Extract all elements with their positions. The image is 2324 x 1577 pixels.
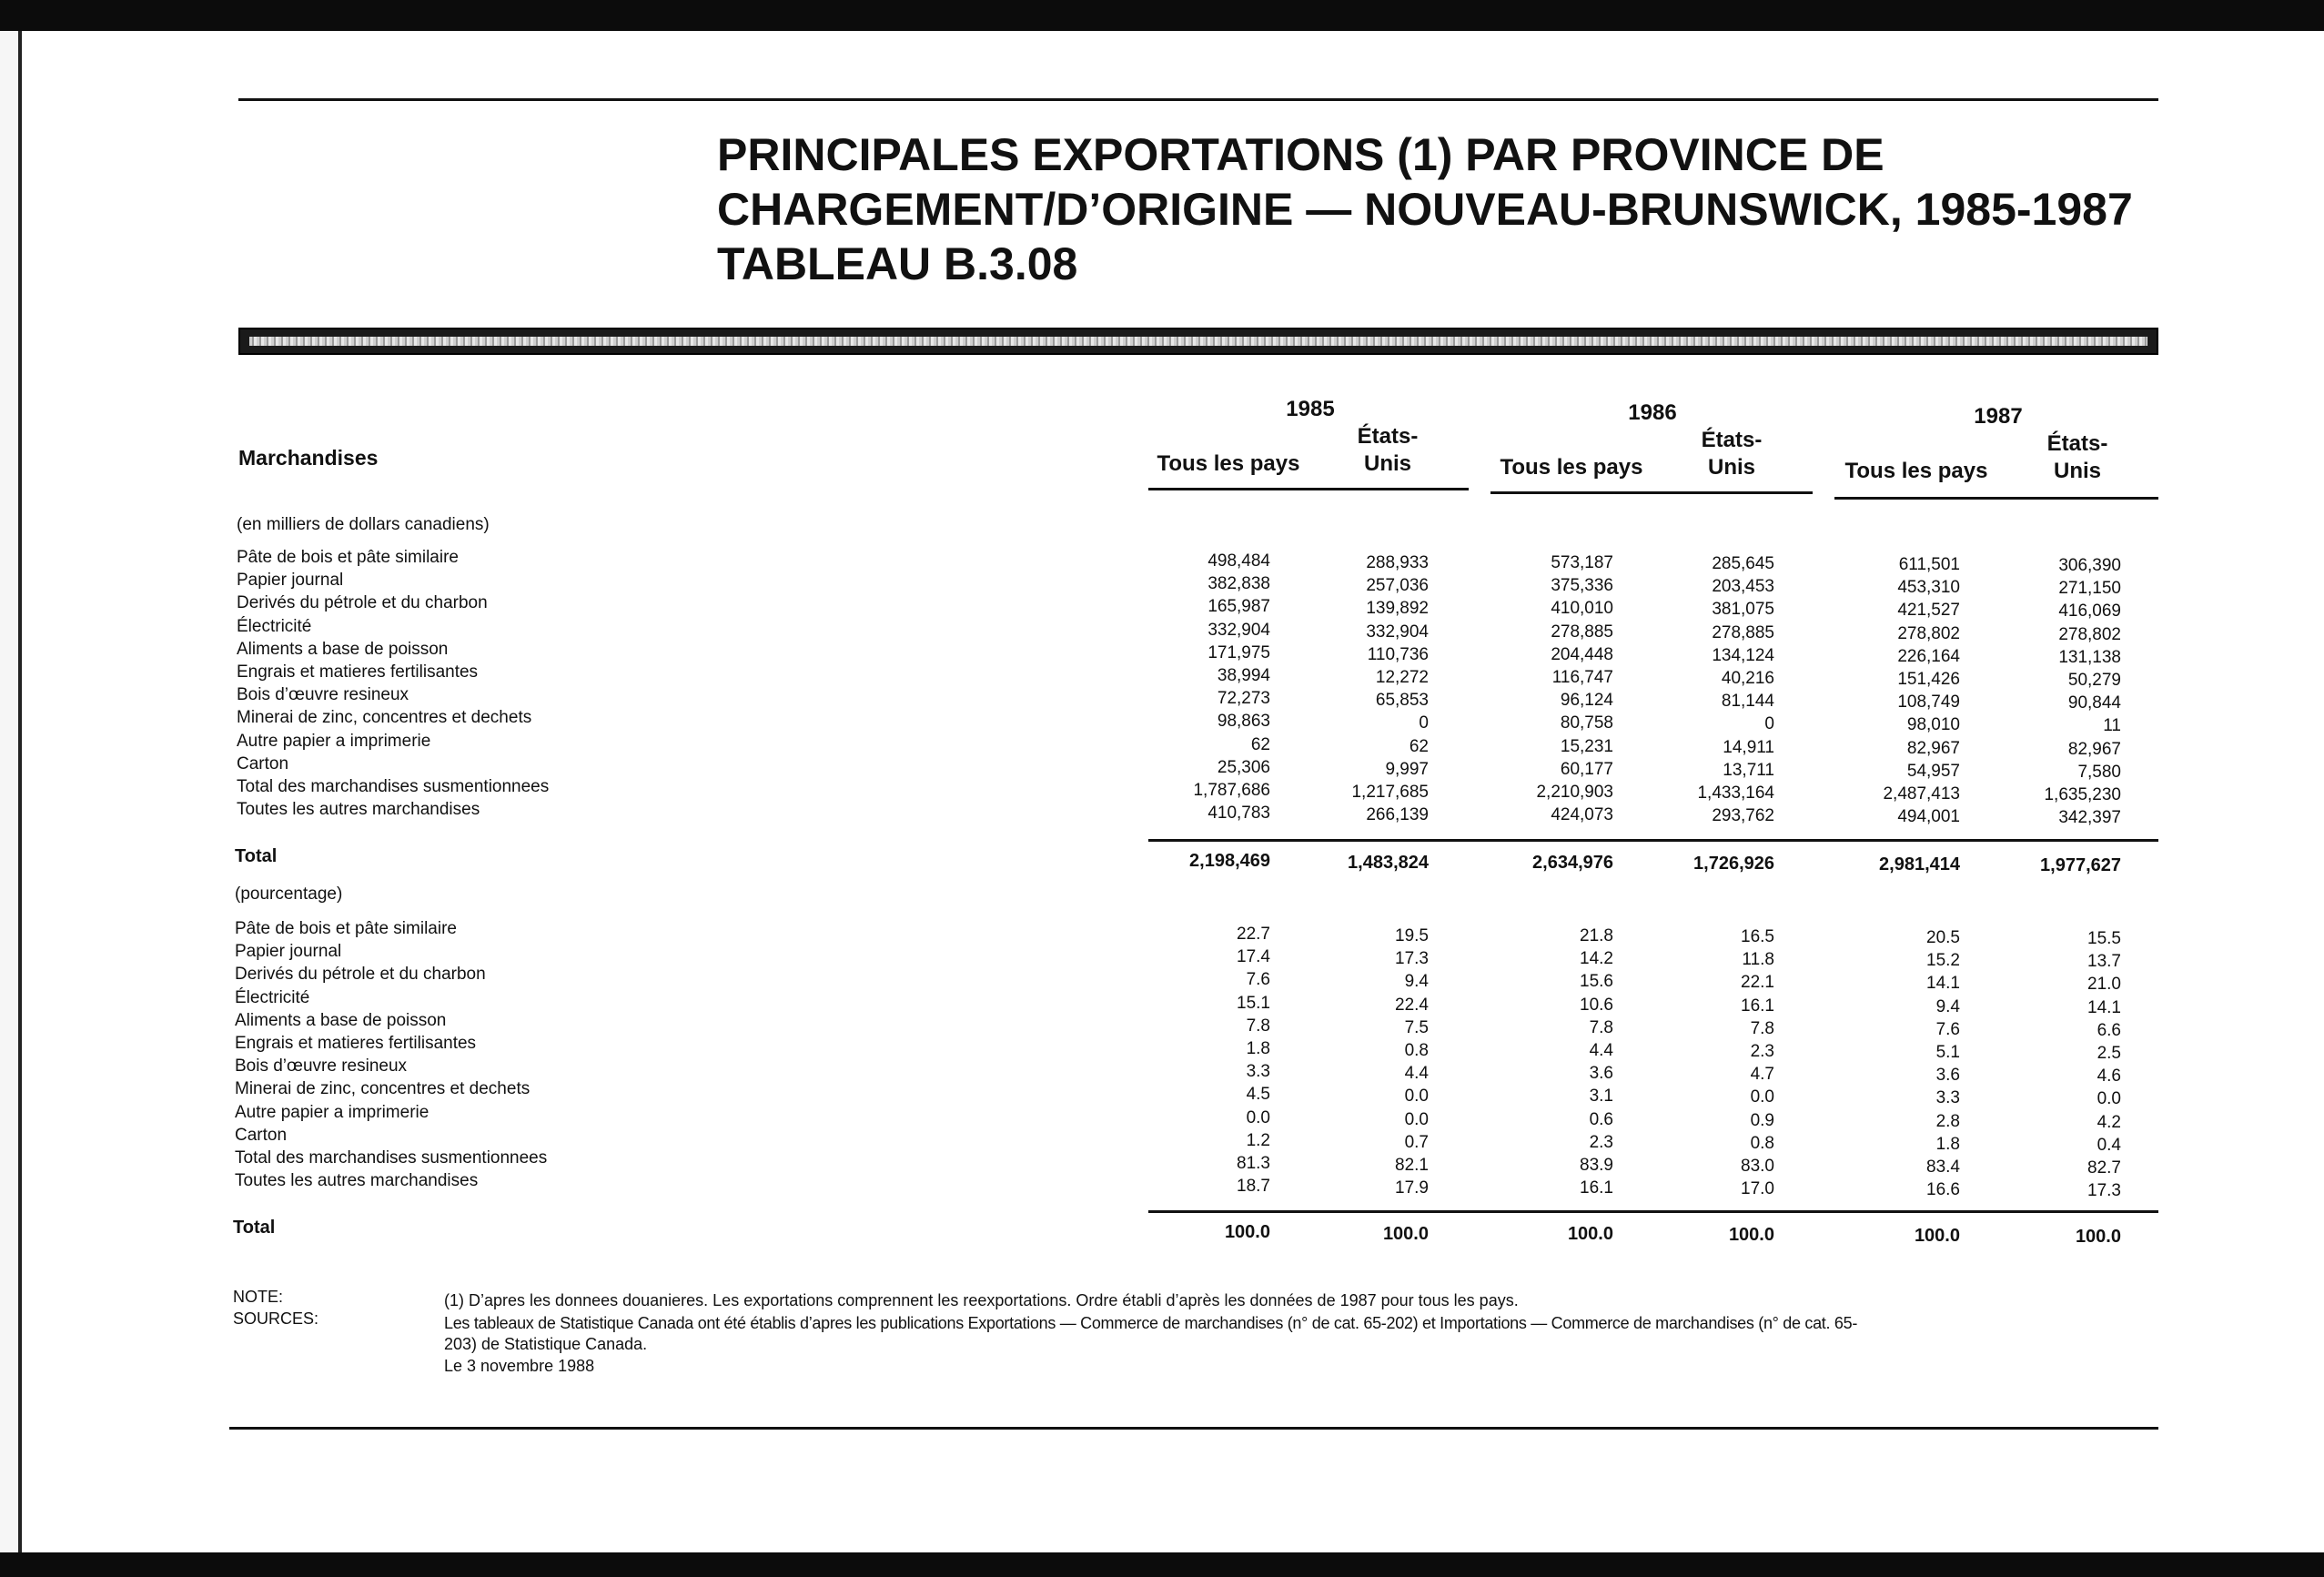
col-all-1985: Tous les pays [1157, 451, 1300, 476]
cell-percentage: 4.4 [1589, 1041, 1613, 1060]
cell-percentage: 22.7 [1237, 925, 1270, 944]
cell-percentage: 9.4 [1404, 972, 1429, 992]
row-label: Autre papier a imprimerie [237, 731, 431, 751]
cell-percentage: 18.7 [1237, 1177, 1270, 1197]
cell-value: 381,075 [1712, 600, 1774, 620]
total-value: 2,981,414 [1879, 854, 1960, 874]
cell-value: 72,273 [1217, 689, 1270, 709]
row-label: Minerai de zinc, concentres et dechets [235, 1079, 530, 1099]
row-label: Pâte de bois et pâte similaire [235, 919, 457, 938]
row-label: Autre papier a imprimerie [235, 1102, 429, 1122]
cell-percentage: 0.4 [2097, 1135, 2121, 1155]
cell-percentage: 4.7 [1750, 1065, 1774, 1085]
cell-percentage: 4.4 [1404, 1064, 1429, 1084]
cell-percentage: 9.4 [1935, 996, 1960, 1016]
cell-value: 266,139 [1366, 805, 1429, 825]
total-percentage: 100.0 [1224, 1222, 1270, 1242]
cell-value: 573,187 [1551, 553, 1613, 572]
cell-value: 306,390 [2058, 556, 2121, 575]
header-underline-1987 [1834, 497, 2158, 500]
cell-percentage: 11.8 [1742, 950, 1774, 970]
cell-percentage: 5.1 [1935, 1043, 1960, 1062]
cell-value: 165,987 [1207, 597, 1270, 617]
note-text: (1) D’apres les donnees douanieres. Les exportations comprennent les reexportations. Ordre établi d’après les données de 1987 pour tous les pays. [444, 1291, 1519, 1309]
cell-percentage: 14.1 [1926, 974, 1960, 994]
cell-percentage: 22.4 [1395, 995, 1429, 1015]
cell-percentage: 13.7 [2087, 952, 2121, 972]
cell-percentage: 21.0 [2087, 975, 2121, 995]
cell-percentage: 17.9 [1395, 1178, 1429, 1198]
col-us-1986-line1: États- [1701, 428, 1763, 452]
header-underline-1985 [1148, 488, 1469, 490]
cell-value: 2,210,903 [1536, 783, 1613, 802]
cell-value: 288,933 [1366, 553, 1429, 572]
cell-value: 203,453 [1712, 577, 1774, 597]
col-us-1987-line1: États- [2046, 431, 2108, 456]
cell-percentage: 0.8 [1750, 1133, 1774, 1153]
cell-percentage: 19.5 [1395, 926, 1429, 945]
cell-value: 342,397 [2058, 808, 2121, 828]
cell-value: 0 [1419, 713, 1429, 733]
row-label: Total des marchandises susmentionnees [237, 777, 550, 796]
cell-value: 293,762 [1712, 806, 1774, 826]
cell-value: 226,164 [1897, 646, 1960, 666]
title-line-3: TABLEAU B.3.08 [717, 238, 1078, 289]
cell-percentage: 15.2 [1926, 951, 1960, 971]
cell-value: 1,787,686 [1193, 781, 1270, 800]
decorative-hatched-bar [238, 328, 2158, 355]
cell-value: 611,501 [1898, 555, 1960, 574]
row-label: Derivés du pétrole et du charbon [235, 965, 486, 985]
total-label-dollars: Total [235, 846, 278, 866]
total-value: 2,634,976 [1532, 853, 1613, 873]
row-label: Derivés du pétrole et du charbon [237, 593, 488, 613]
cell-value: 80,758 [1560, 713, 1613, 733]
total-value: 1,726,926 [1693, 854, 1774, 874]
cell-percentage: 20.5 [1926, 928, 1960, 947]
cell-percentage: 0.0 [1404, 1087, 1429, 1107]
total-percentage: 100.0 [1567, 1224, 1613, 1244]
footer-date: Le 3 novembre 1988 [444, 1357, 595, 1375]
cell-value: 98,010 [1906, 715, 1960, 735]
cell-percentage: 17.4 [1237, 947, 1270, 967]
cell-percentage: 0.9 [1750, 1110, 1774, 1130]
section-note-dollars: (en milliers de dollars canadiens) [237, 515, 490, 534]
cell-value: 116,747 [1551, 668, 1613, 687]
cell-percentage: 83.0 [1741, 1157, 1774, 1176]
title-line-2: CHARGEMENT/D’ORIGINE — NOUVEAU-BRUNSWICK, 1985-1987 [717, 184, 2133, 235]
header-underline-1986 [1490, 491, 1813, 494]
row-label: Bois d’œuvre resineux [235, 1056, 408, 1077]
cell-percentage: 2.8 [1935, 1111, 1960, 1131]
row-label: Carton [235, 1125, 288, 1145]
cell-percentage: 16.6 [1926, 1180, 1960, 1200]
cell-percentage: 0.0 [2097, 1089, 2121, 1109]
cell-value: 62 [1409, 736, 1429, 756]
row-label: Total des marchandises susmentionnees [235, 1148, 548, 1168]
cell-value: 257,036 [1366, 576, 1429, 596]
total-label-percentage: Total [233, 1218, 276, 1238]
row-label: Électricité [237, 616, 312, 636]
cell-value: 332,904 [1366, 622, 1429, 642]
cell-value: 1,433,164 [1697, 783, 1774, 803]
cell-percentage: 3.3 [1935, 1088, 1960, 1108]
cell-percentage: 2.5 [2097, 1044, 2121, 1063]
cell-value: 54,957 [1906, 761, 1960, 781]
row-label: Pâte de bois et pâte similaire [237, 548, 459, 567]
top-rule [238, 98, 2158, 101]
col-all-1987: Tous les pays [1844, 459, 1988, 483]
cell-percentage: 0.0 [1246, 1107, 1270, 1127]
cell-value: 9,997 [1385, 759, 1429, 779]
row-label: Papier journal [235, 942, 342, 962]
scan-border-left [0, 31, 24, 1552]
cell-value: 7,580 [2077, 762, 2121, 782]
cell-value: 81,144 [1721, 692, 1774, 712]
cell-value: 11 [2103, 716, 2121, 736]
row-label: Aliments a base de poisson [237, 639, 449, 659]
row-label: Toutes les autres marchandises [235, 1171, 479, 1191]
total-rule-percentage [1148, 1210, 2158, 1213]
cell-percentage: 0.7 [1404, 1132, 1429, 1152]
cell-percentage: 6.6 [2097, 1020, 2121, 1040]
cell-value: 278,802 [2058, 624, 2121, 644]
cell-percentage: 1.8 [1935, 1134, 1960, 1154]
note-label: NOTE: [233, 1288, 284, 1306]
row-label: Minerai de zinc, concentres et dechets [237, 708, 532, 728]
total-percentage: 100.0 [1382, 1224, 1429, 1244]
cell-value: 96,124 [1560, 691, 1613, 711]
sources-line-1: Les tableaux de Statistique Canada ont été établis d’apres les publications Exportations — Commerce de marchandises (n° de cat. 65-202) et Importations — Commerce de marchandises (n° de cat. 65- [444, 1314, 1858, 1332]
cell-percentage: 0.6 [1589, 1109, 1613, 1129]
cell-percentage: 16.1 [1580, 1178, 1613, 1198]
cell-value: 50,279 [2067, 671, 2121, 690]
cell-percentage: 7.6 [1246, 970, 1270, 990]
cell-percentage: 7.8 [1246, 1016, 1270, 1036]
year-1987: 1987 [1974, 404, 2023, 429]
cell-percentage: 4.5 [1246, 1085, 1270, 1105]
row-label: Engrais et matieres fertilisantes [237, 662, 479, 682]
cell-percentage: 0.0 [1750, 1087, 1774, 1107]
cell-value: 416,069 [2058, 601, 2121, 622]
total-value: 2,198,469 [1189, 851, 1270, 871]
cell-value: 375,336 [1551, 576, 1613, 596]
cell-percentage: 7.8 [1589, 1017, 1613, 1037]
cell-value: 410,010 [1551, 599, 1613, 619]
cell-percentage: 15.5 [2087, 929, 2121, 948]
cell-percentage: 7.8 [1750, 1018, 1774, 1038]
cell-value: 25,306 [1217, 757, 1270, 777]
cell-percentage: 17.0 [1741, 1179, 1774, 1199]
section-note-percentage: (pourcentage) [235, 885, 343, 904]
cell-value: 12,272 [1375, 668, 1429, 687]
cell-value: 13,711 [1723, 760, 1774, 780]
cell-percentage: 4.2 [2097, 1112, 2121, 1132]
scan-border-bottom [0, 1552, 2324, 1577]
cell-value: 494,001 [1897, 807, 1960, 827]
cell-percentage: 3.6 [1935, 1066, 1960, 1086]
scan-border-top [0, 0, 2324, 31]
cell-percentage: 83.4 [1926, 1157, 1960, 1177]
cell-percentage: 16.1 [1741, 996, 1774, 1016]
cell-value: 2,487,413 [1883, 784, 1960, 804]
row-label: Papier journal [237, 571, 344, 591]
cell-value: 40,216 [1721, 669, 1774, 688]
cell-value: 15,231 [1560, 736, 1613, 756]
cell-percentage: 1.8 [1246, 1039, 1270, 1058]
cell-value: 204,448 [1551, 644, 1613, 664]
cell-value: 110,736 [1367, 644, 1429, 664]
row-label: Toutes les autres marchandises [237, 800, 480, 820]
cell-value: 134,124 [1712, 645, 1774, 665]
total-rule-dollars [1148, 839, 2158, 842]
cell-value: 271,150 [2058, 579, 2121, 599]
row-label: Bois d’œuvre resineux [237, 685, 409, 705]
cell-percentage: 14.2 [1580, 949, 1613, 969]
cell-value: 98,863 [1217, 712, 1270, 732]
cell-percentage: 2.3 [1750, 1042, 1774, 1061]
cell-value: 285,645 [1712, 554, 1774, 573]
cell-value: 139,892 [1366, 599, 1429, 619]
cell-percentage: 82.7 [2087, 1158, 2121, 1178]
cell-value: 498,484 [1207, 551, 1270, 571]
cell-percentage: 17.3 [2087, 1181, 2121, 1201]
cell-value: 382,838 [1207, 574, 1270, 594]
cell-percentage: 1.2 [1246, 1130, 1270, 1150]
cell-percentage: 3.6 [1589, 1064, 1613, 1084]
cell-value: 131,138 [2058, 647, 2121, 667]
sources-line-2: 203) de Statistique Canada. [444, 1335, 648, 1353]
total-percentage: 100.0 [2075, 1227, 2121, 1247]
col-us-1986-line2: Unis [1707, 455, 1755, 480]
year-1986: 1986 [1628, 400, 1677, 425]
cell-percentage: 16.5 [1741, 927, 1774, 946]
cell-value: 332,904 [1207, 620, 1270, 640]
cell-value: 38,994 [1217, 666, 1270, 685]
cell-value: 82,967 [1906, 738, 1960, 758]
cell-percentage: 17.3 [1395, 949, 1429, 969]
cell-percentage: 10.6 [1580, 995, 1613, 1015]
cell-value: 171,975 [1207, 642, 1270, 662]
total-value: 1,977,627 [2040, 855, 2121, 875]
bottom-rule [229, 1427, 2158, 1430]
cell-percentage: 15.1 [1237, 993, 1270, 1013]
total-percentage: 100.0 [1914, 1226, 1960, 1246]
cell-percentage: 2.3 [1589, 1132, 1613, 1152]
cell-percentage: 0.0 [1404, 1109, 1429, 1129]
col-us-1985-line2: Unis [1363, 451, 1411, 476]
row-label: Électricité [235, 987, 310, 1007]
cell-value: 108,749 [1897, 692, 1960, 713]
cell-value: 453,310 [1897, 578, 1960, 598]
cell-value: 60,177 [1560, 759, 1613, 779]
cell-value: 151,426 [1897, 670, 1960, 689]
cell-value: 90,844 [2067, 693, 2121, 713]
cell-value: 82,967 [2067, 739, 2121, 759]
row-label: Engrais et matieres fertilisantes [235, 1034, 477, 1053]
title-line-1: PRINCIPALES EXPORTATIONS (1) PAR PROVINCE DE [717, 129, 1884, 180]
cell-percentage: 22.1 [1741, 973, 1774, 993]
cell-value: 1,635,230 [2044, 785, 2121, 804]
row-header: Marchandises [238, 446, 379, 470]
cell-value: 421,527 [1897, 601, 1960, 621]
page-title [717, 127, 2173, 291]
total-value: 1,483,824 [1348, 853, 1429, 873]
row-label: Carton [237, 753, 289, 773]
cell-percentage: 7.5 [1404, 1017, 1429, 1037]
cell-value: 14,911 [1723, 737, 1774, 757]
cell-percentage: 7.6 [1935, 1019, 1960, 1039]
cell-percentage: 14.1 [2087, 997, 2121, 1017]
cell-percentage: 15.6 [1580, 972, 1613, 992]
cell-percentage: 0.8 [1404, 1041, 1429, 1060]
cell-percentage: 21.8 [1580, 926, 1613, 945]
cell-percentage: 81.3 [1237, 1154, 1270, 1173]
cell-value: 0 [1764, 714, 1774, 734]
cell-value: 278,885 [1551, 622, 1613, 642]
cell-value: 278,802 [1897, 623, 1960, 643]
cell-value: 278,885 [1712, 622, 1774, 642]
row-label: Aliments a base de poisson [235, 1010, 447, 1030]
cell-value: 424,073 [1551, 805, 1613, 825]
col-all-1986: Tous les pays [1500, 455, 1643, 480]
cell-percentage: 3.3 [1246, 1062, 1270, 1082]
total-percentage: 100.0 [1728, 1225, 1774, 1245]
cell-value: 1,217,685 [1351, 783, 1429, 802]
sources-label: SOURCES: [233, 1309, 319, 1328]
cell-percentage: 82.1 [1395, 1156, 1429, 1175]
cell-value: 410,783 [1207, 804, 1270, 824]
cell-percentage: 83.9 [1580, 1156, 1613, 1175]
cell-percentage: 3.1 [1589, 1087, 1613, 1107]
year-1985: 1985 [1286, 397, 1335, 421]
cell-percentage: 4.6 [2097, 1066, 2121, 1087]
col-us-1985-line1: États- [1357, 424, 1419, 449]
cell-value: 65,853 [1375, 691, 1429, 711]
cell-value: 62 [1250, 734, 1270, 754]
col-us-1987-line2: Unis [2053, 459, 2101, 483]
